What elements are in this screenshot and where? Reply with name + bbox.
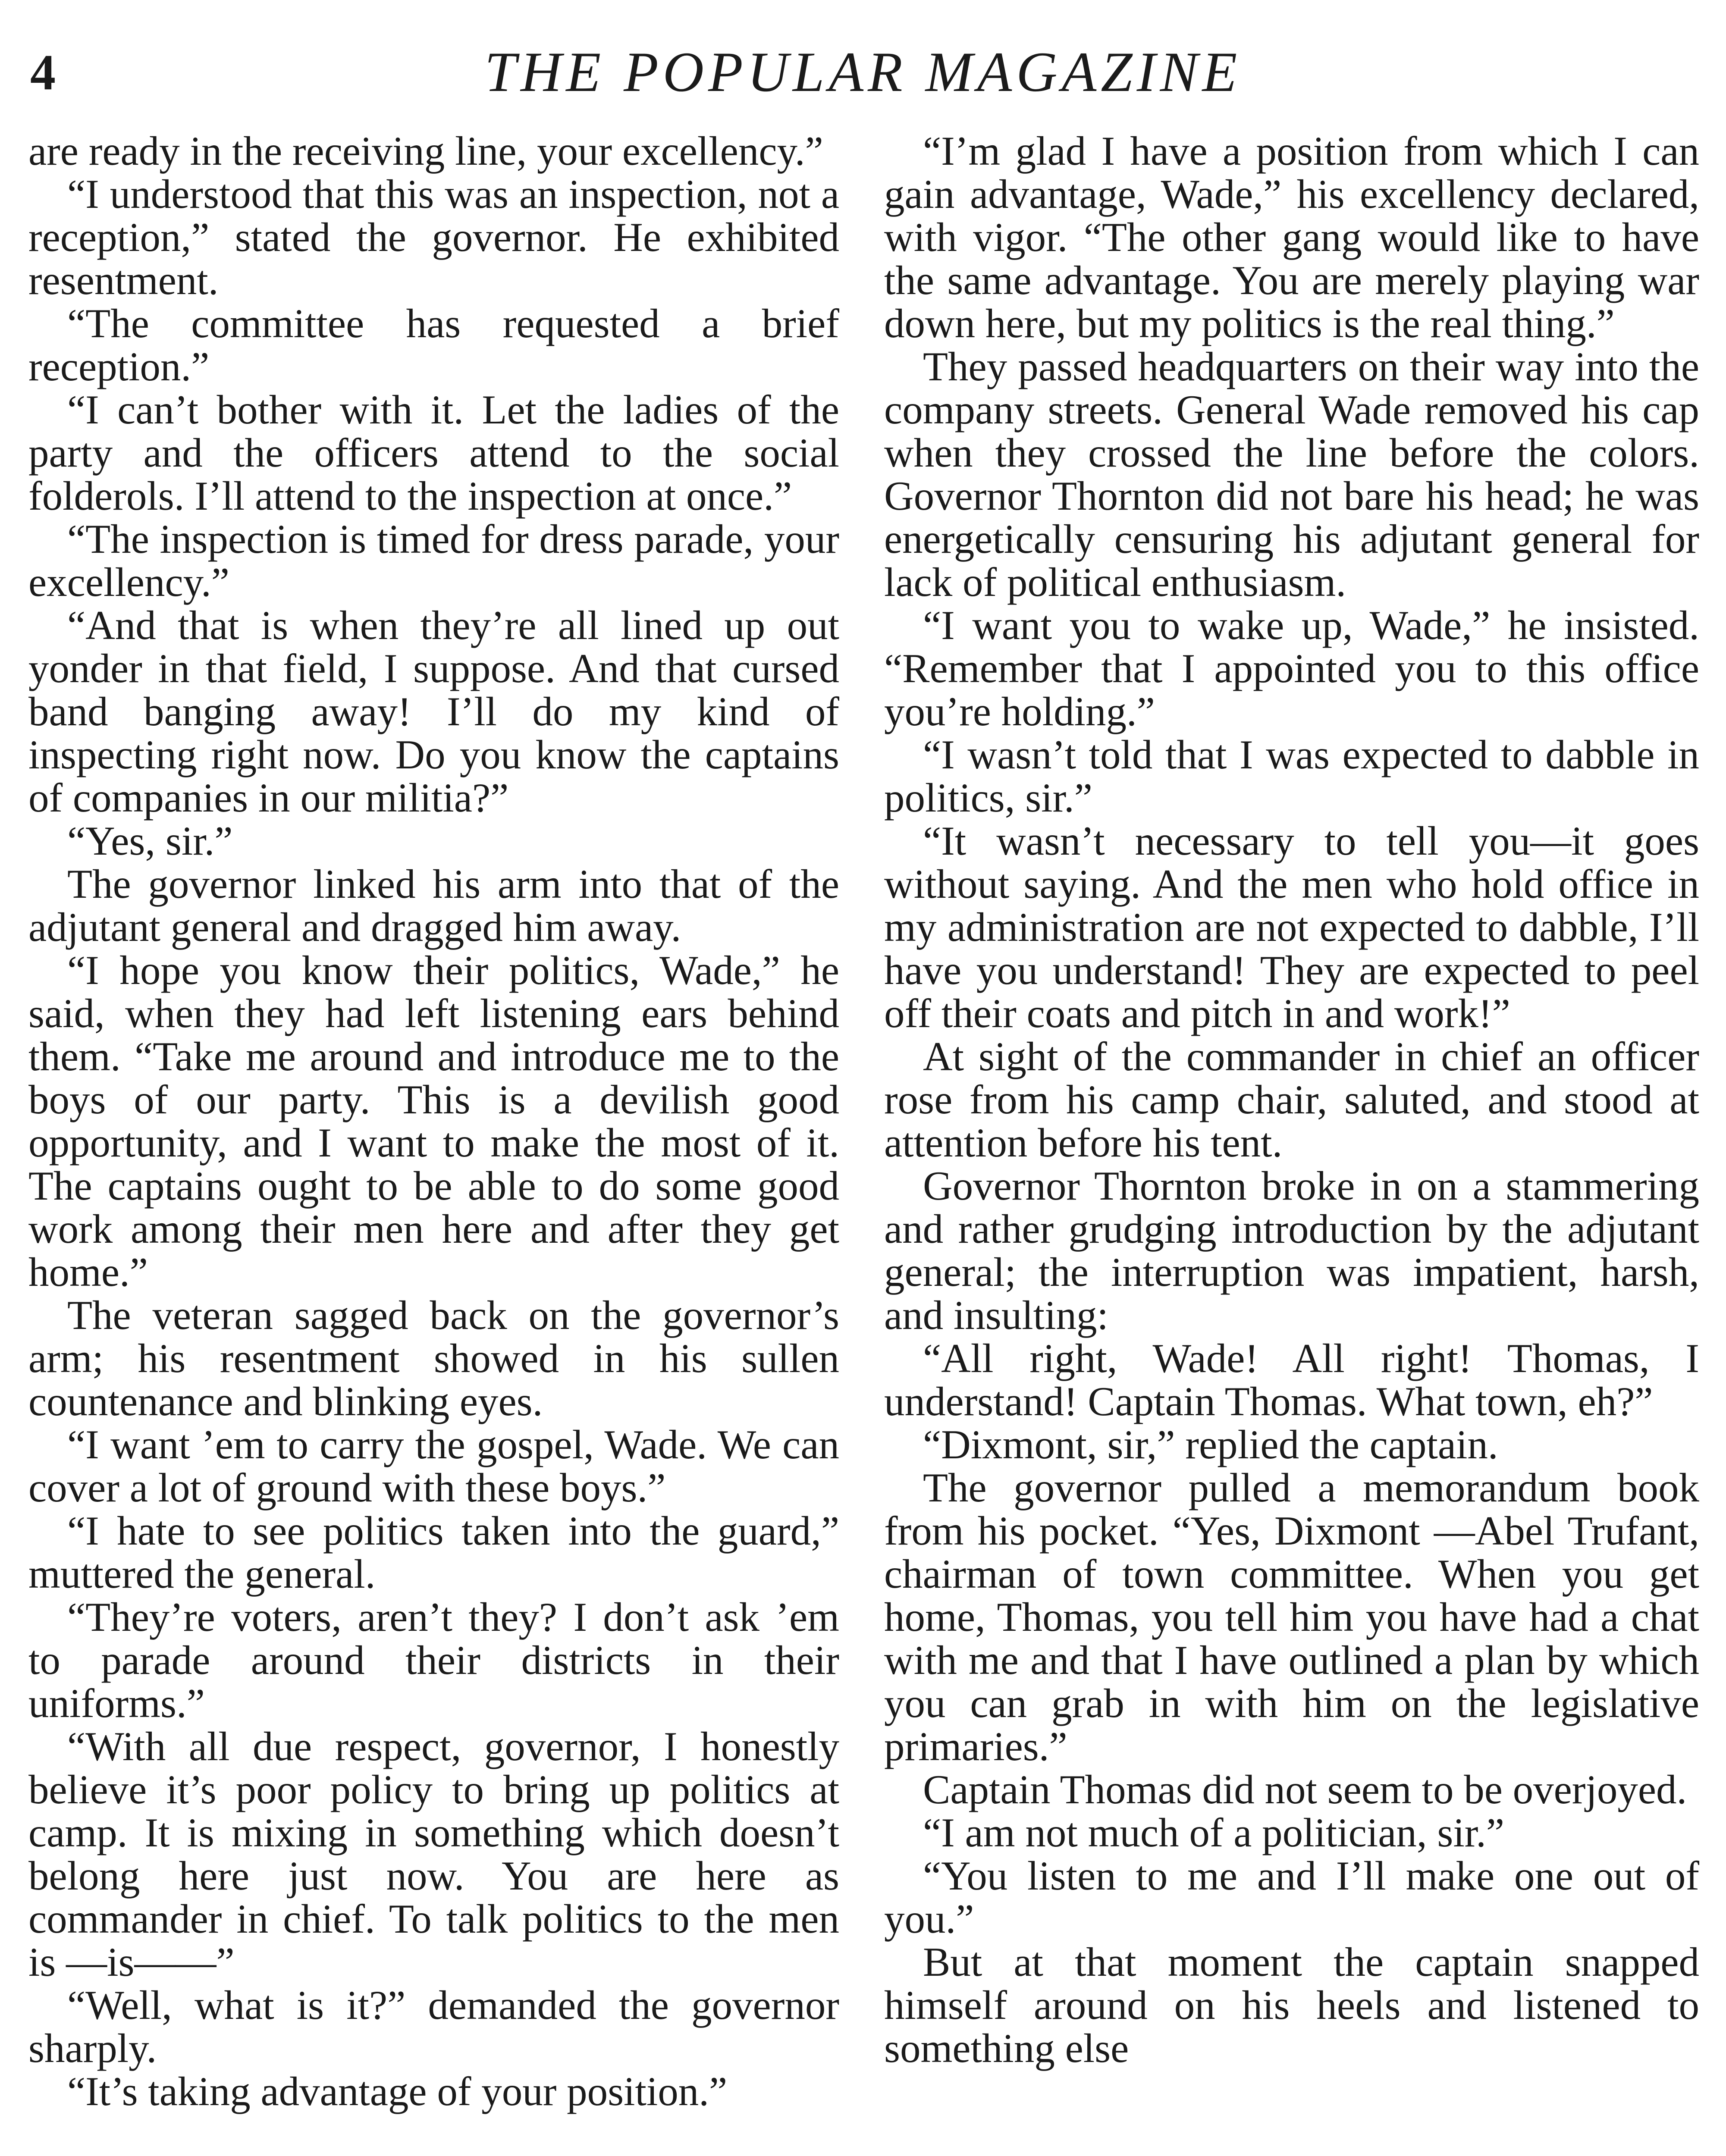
paragraph: “I am not much of a politician, sir.” — [923, 1810, 1505, 1855]
left-column — [28, 129, 839, 2156]
paragraph: “All right, Wade! All right! Thomas, I understand! Captain Thomas. What town, eh?” — [884, 1335, 1699, 1424]
paragraph: are ready in the receiving line, your excellency.” — [28, 129, 823, 174]
paragraph: The governor pulled a memorandum book from his pocket. “Yes, Dixmont —Abel Trufant, chairman of town committee. When you get home, Thomas, you tell him you have had a chat with me and that I have outlined a plan by which you can grab in with him on the legislative primaries.” — [884, 1465, 1699, 1769]
paragraph: “I want you to wake up, Wade,” he insisted. “Remember that I appointed you to this office you’re holding.” — [884, 602, 1699, 734]
paragraph: They passed headquarters on their way into the company streets. General Wade removed his cap when they crossed the line before the colors. Governor Thornton did not bare his head; he was energetically censuring his adjutant general for lack of political enthusiasm. — [884, 344, 1699, 605]
paragraph: “I hate to see politics taken into the guard,” muttered the general. — [28, 1508, 839, 1597]
paragraph: “I understood that this was an inspection, not a reception,” stated the governor. He exhibited resentment. — [28, 171, 839, 303]
paragraph: At sight of the commander in chief an officer rose from his camp chair, saluted, and stood at attention before his tent. — [884, 1034, 1699, 1166]
paragraph: “Dixmont, sir,” replied the captain. — [923, 1422, 1498, 1467]
paragraph: “Well, what is it?” demanded the governor sharply. — [28, 1982, 839, 2071]
paragraph: The veteran sagged back on the governor’s arm; his resentment showed in his sullen countenance and blinking eyes. — [28, 1292, 839, 1424]
paragraph: “With all due respect, governor, I honestly believe it’s poor policy to bring up politics at camp. It is mixing in something which doesn’t belong here just now. You are here as commander in chief. To talk politics to the men is —is——” — [28, 1724, 839, 1985]
paragraph: “It wasn’t necessary to tell you—it goes without saying. And the men who hold office in my administration are not expected to dabble, I’ll have you understand! They are expected to peel off their coats and pitch in and work!” — [884, 818, 1699, 1036]
paragraph: Captain Thomas did not seem to be overjoyed. — [923, 1767, 1687, 1812]
paragraph: The governor linked his arm into that of the adjutant general and dragged him away. — [28, 861, 839, 950]
paragraph: “And that is when they’re all lined up out yonder in that field, I suppose. And that cursed band banging away! I’ll do my kind of inspecting right now. Do you know the captains of companies in our militia?” — [28, 602, 839, 821]
paragraph: But at that moment the captain snapped himself around on his heels and listened to something else — [884, 1939, 1699, 2071]
right-column — [884, 129, 1699, 2156]
paragraph: “I can’t bother with it. Let the ladies of the party and the officers attend to the social folderols. I’ll attend to the inspection at once.” — [28, 387, 839, 519]
paragraph: “I wasn’t told that I was expected to dabble in politics, sir.” — [884, 732, 1699, 821]
paragraph: “I want ’em to carry the gospel, Wade. We can cover a lot of ground with these boys.” — [28, 1422, 839, 1510]
running-title: THE POPULAR MAGAZINE — [484, 40, 1242, 103]
paragraph: “They’re voters, aren’t they? I don’t ask ’em to parade around their districts in their uniforms.” — [28, 1594, 839, 1726]
paragraph: “I hope you know their politics, Wade,” he said, when they had left listening ears behind them. “Take me around and introduce me to the boys of our party. This is a devilish good opportunity, and I want to make the most of it. The captains ought to be able to do some good work among their men here and after they get home.” — [28, 947, 839, 1295]
paragraph: “You listen to me and I’ll make one out of you.” — [884, 1853, 1699, 1942]
paragraph: Governor Thornton broke in on a stammering and rather grudging introduction by the adjutant general; the interruption was impatient, harsh, and insulting: — [884, 1163, 1699, 1338]
page-number: 4 — [30, 44, 56, 100]
paragraph: “The inspection is timed for dress parade, your excellency.” — [28, 516, 839, 605]
paragraph: “I’m glad I have a position from which I can gain advantage, Wade,” his excellency declared, with vigor. “The other gang would like to have the same advantage. You are merely playing war down here, but my politics is the real thing.” — [884, 129, 1699, 346]
paragraph: “It’s taking advantage of your position.” — [67, 2068, 728, 2114]
page-header — [30, 26, 1696, 112]
paragraph: “Yes, sir.” — [67, 818, 233, 864]
paragraph: “The committee has requested a brief reception.” — [28, 301, 839, 389]
